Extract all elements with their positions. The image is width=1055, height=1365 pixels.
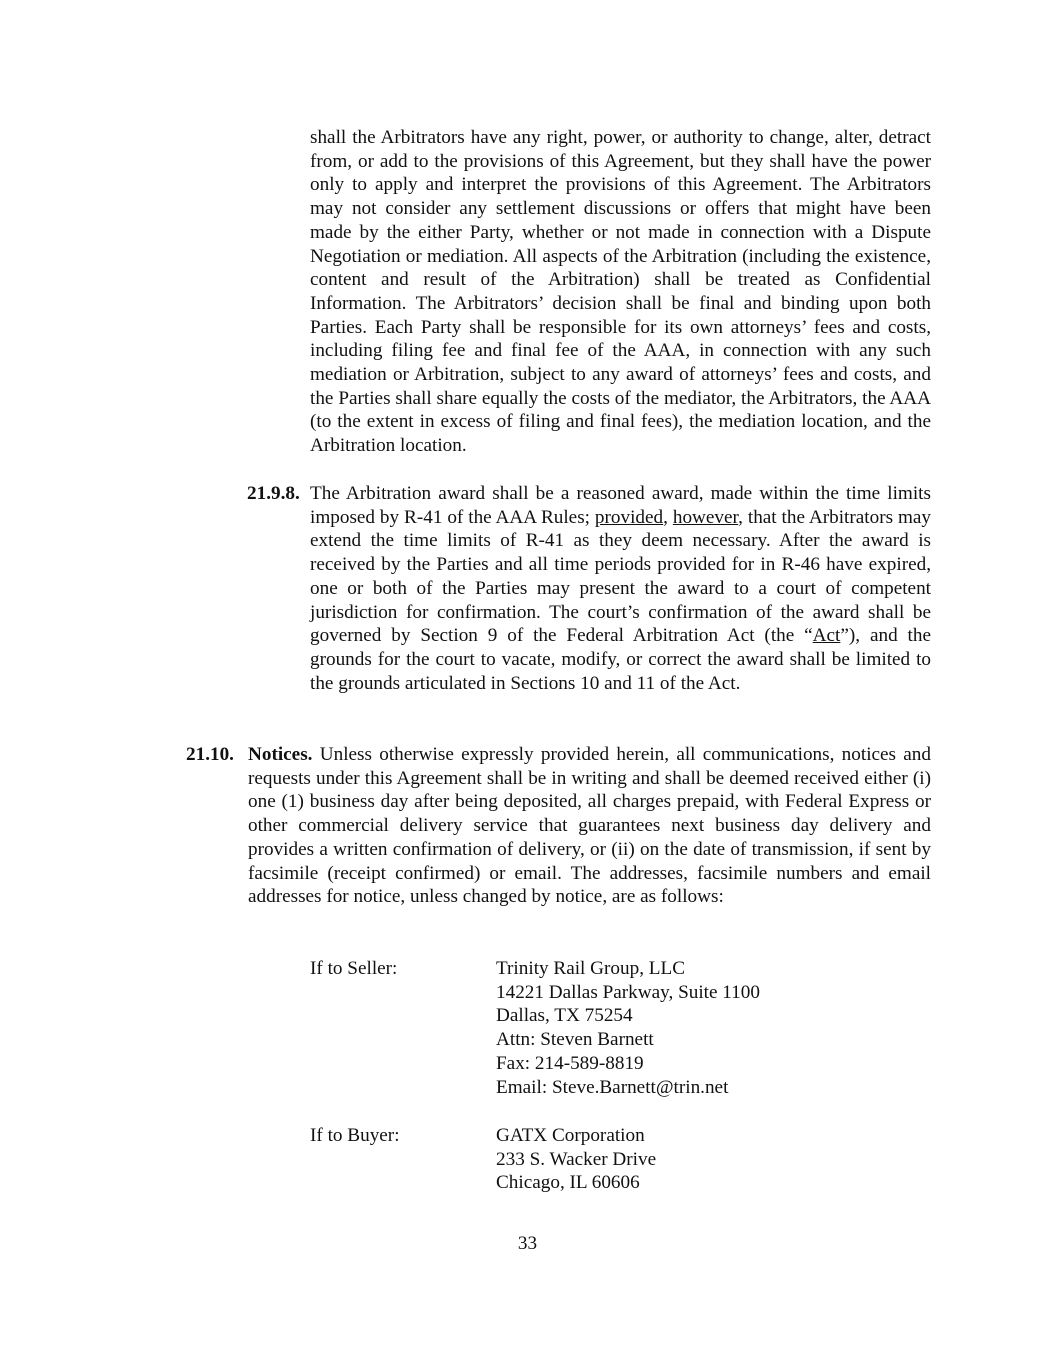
- section-21-9-8-paragraph: [310, 482, 931, 695]
- section-21-10-paragraph: [248, 743, 931, 909]
- section-21-9-8-text-a: The Arbitration award shall be a reasoned award, made within the time limits imposed by R-41 of the AAA Rules;: [310, 483, 931, 528]
- buyer-label: If to Buyer:: [310, 1125, 400, 1146]
- buyer-address-block: [496, 1124, 656, 1195]
- buyer-address-line: 233 S. Wacker Drive: [496, 1148, 657, 1170]
- buyer-address-line: GATX Corporation: [496, 1125, 645, 1146]
- seller-address-line: 14221 Dallas Parkway, Suite 1100: [496, 981, 760, 1003]
- section-21-9-8-text-b: , that the Arbitrators may extend the time limits of R-41 as they deem necessary. After the award is received by the Parties and all time periods provided for in R-46 have expired, one or both of the Parties may present the award to a court of competent jurisdiction for confirmation. The court’s confirmation of the award shall be governed by Section 9 of the Federal Arbitration Act (the “: [310, 506, 931, 647]
- section-number-21-10: 21.10.: [186, 744, 234, 765]
- arbitration-continuation-paragraph: shall the Arbitrators have any right, power, or authority to change, alter, detract from, or add to the provisions of this Agreement, but they shall have the power only to apply and interpret the provisions of this Agreement. The Arbitrators may not consider any settlement discussions or offers that might have been made by the either Party, whether or not made in connection with a Dispute Negotiation or mediation. All aspects of the Arbitration (including the existence, content and result of the Arbitration) shall be treated as Confidential Information. The Arbitrators’ decision shall be final and binding upon both Parties. Each Party shall be responsible for its own attorneys’ fees and costs, including filing fee and final fee of the AAA, in connection with any such mediation or Arbitration, subject to any award of attorneys’ fees and costs, and the Parties shall share equally the costs of the mediator, the Arbitrators, the AAA (to the extent in excess of filing and final fees), the mediation location, and the Arbitration location.: [310, 127, 931, 457]
- section-21-9-8-text-c: ”), and the grounds for the court to vacate, modify, or correct the award shall be limited to the grounds articulated in Sections 10 and 11 of the Act.: [310, 625, 931, 694]
- buyer-address-line: Chicago, IL 60606: [496, 1172, 640, 1194]
- section-number-21-9-8: 21.9.8.: [247, 483, 300, 504]
- act-defined-term: Act: [812, 625, 841, 647]
- seller-email-line: Email: Steve.Barnett@trin.net: [496, 1076, 729, 1098]
- page-number: 33: [517, 1233, 538, 1254]
- notices-text: Unless otherwise expressly provided herein, all communications, notices and requests under this Agreement shall be in writing and shall be deemed received either (i) one (1) business day after being deposited, all charges prepaid, with Federal Express or other commercial delivery service that guarantees next business day delivery and provides a written confirmation of delivery, or (ii) on the date of transmission, if sent by facsimile (receipt confirmed) or email. The addresses, facsimile numbers and email addresses for notice, unless changed by notice, are as follows:: [248, 744, 931, 908]
- seller-address-block: [496, 957, 760, 1099]
- notices-heading: Notices.: [248, 744, 313, 765]
- seller-address-line: Trinity Rail Group, LLC: [496, 958, 686, 979]
- seller-address-line: Dallas, TX 75254: [496, 1005, 633, 1027]
- section-21-9-8-comma: ,: [663, 506, 673, 528]
- provided-term: provided: [594, 506, 664, 528]
- seller-attn-line: Attn: Steven Barnett: [496, 1029, 654, 1051]
- seller-fax-line: Fax: 214-589-8819: [496, 1052, 644, 1074]
- seller-label: If to Seller:: [310, 958, 398, 979]
- however-term: however: [672, 506, 739, 528]
